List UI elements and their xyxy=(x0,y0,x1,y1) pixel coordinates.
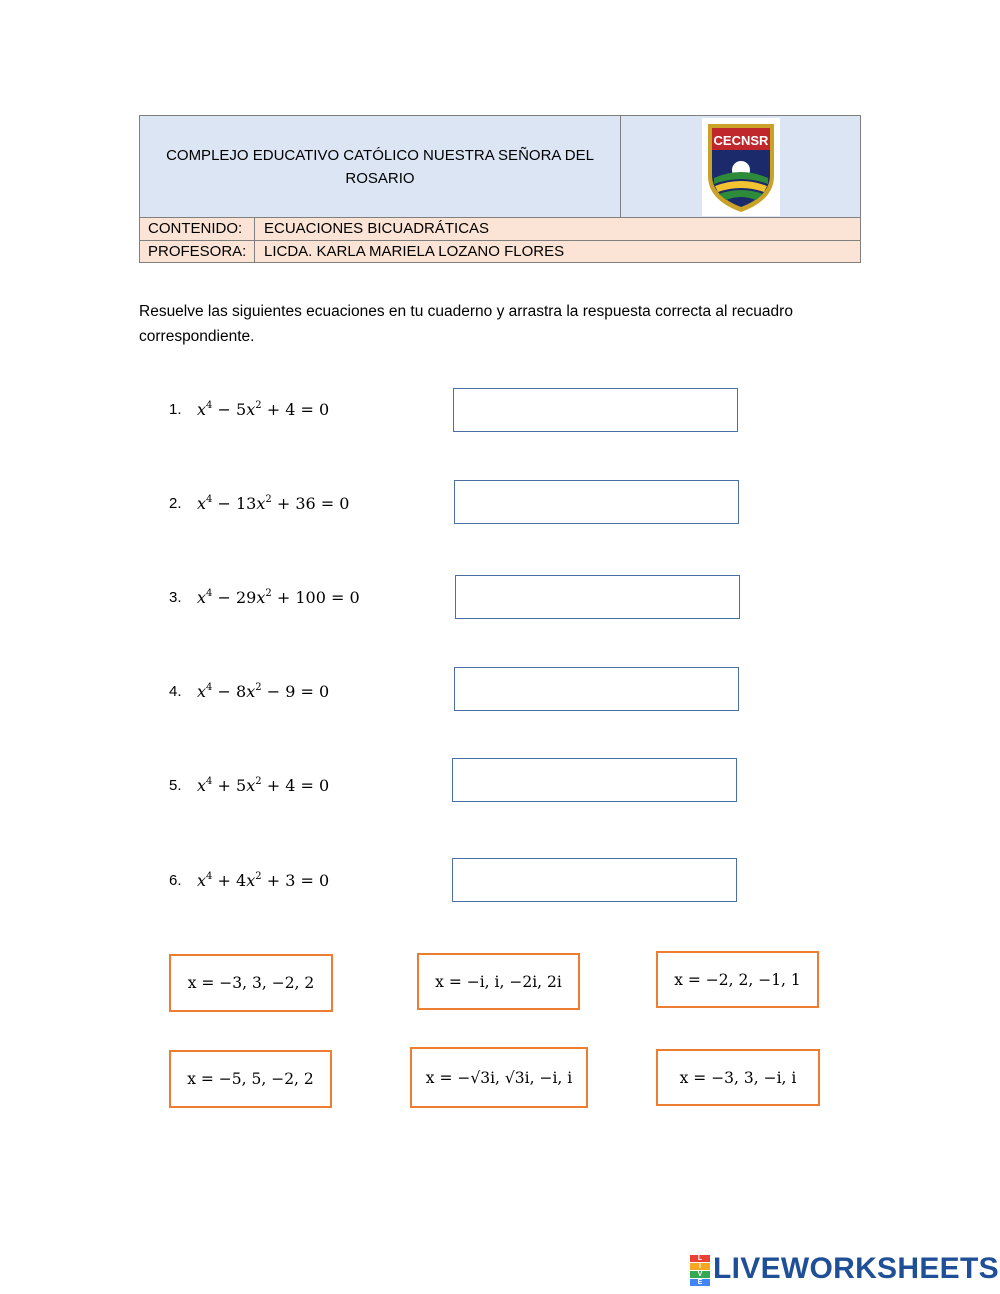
answer-drop-box-1[interactable] xyxy=(453,388,738,432)
question-number: 4. xyxy=(169,682,182,700)
question-5 xyxy=(169,773,329,797)
content-value: ECUACIONES BICUADRÁTICAS xyxy=(264,220,490,237)
header-table xyxy=(139,115,861,263)
liveworksheets-brand xyxy=(690,1252,999,1286)
question-1 xyxy=(169,397,329,421)
school-logo xyxy=(622,116,860,217)
question-equation: $x^4 - 8x^2 - 9 = 0$ xyxy=(197,681,330,701)
answer-drop-box-4[interactable] xyxy=(454,667,739,711)
question-2 xyxy=(169,491,349,515)
question-number: 6. xyxy=(169,871,182,889)
answer-drop-box-3[interactable] xyxy=(455,575,740,619)
answer-option[interactable]: x = −2, 2, −1, 1 xyxy=(656,951,819,1008)
answer-drop-box-2[interactable] xyxy=(454,480,739,524)
school-shield-icon xyxy=(702,118,780,216)
answer-option[interactable]: x = −3, 3, −i, i xyxy=(656,1049,820,1106)
question-number: 5. xyxy=(169,776,182,794)
instructions: Resuelve las siguientes ecuaciones en tu cuaderno y arrastra la respuesta correcta al recuadro correspondiente. xyxy=(139,303,793,345)
teacher-label: PROFESORA: xyxy=(140,241,255,262)
answer-drop-box-6[interactable] xyxy=(452,858,737,902)
header-top-row xyxy=(140,116,860,218)
question-number: 2. xyxy=(169,494,182,512)
question-6 xyxy=(169,868,329,892)
liveworksheets-wordmark: LIVEWORKSHEETS xyxy=(713,1252,999,1285)
school-name: COMPLEJO EDUCATIVO CATÓLICO NUESTRA SEÑORA DEL ROSARIO xyxy=(140,116,621,217)
answer-option[interactable]: x = −√3i, √3i, −i, i xyxy=(410,1047,588,1108)
question-4 xyxy=(169,679,329,703)
question-equation: $x^4 - 5x^2 + 4 = 0$ xyxy=(197,399,330,419)
question-equation: $x^4 - 29x^2 + 100 = 0$ xyxy=(197,587,360,607)
question-equation: $x^4 - 13x^2 + 36 = 0$ xyxy=(197,493,350,513)
content-label: CONTENIDO: xyxy=(140,218,255,240)
question-3 xyxy=(169,585,360,609)
answer-option[interactable]: x = −5, 5, −2, 2 xyxy=(169,1050,332,1108)
teacher-value: LICDA. KARLA MARIELA LOZANO FLORES xyxy=(264,243,565,260)
logo-text: CECNSR xyxy=(713,132,769,148)
question-equation: $x^4 + 5x^2 + 4 = 0$ xyxy=(197,775,330,795)
teacher-row xyxy=(140,241,860,262)
content-row xyxy=(140,218,860,241)
question-number: 1. xyxy=(169,400,182,418)
liveworksheets-logo-icon: L I V E xyxy=(690,1255,710,1283)
answer-option[interactable]: x = −3, 3, −2, 2 xyxy=(169,954,333,1012)
question-equation: $x^4 + 4x^2 + 3 = 0$ xyxy=(197,870,330,890)
question-number: 3. xyxy=(169,588,182,606)
answer-option[interactable]: x = −i, i, −2i, 2i xyxy=(417,953,580,1010)
answer-drop-box-5[interactable] xyxy=(452,758,737,802)
